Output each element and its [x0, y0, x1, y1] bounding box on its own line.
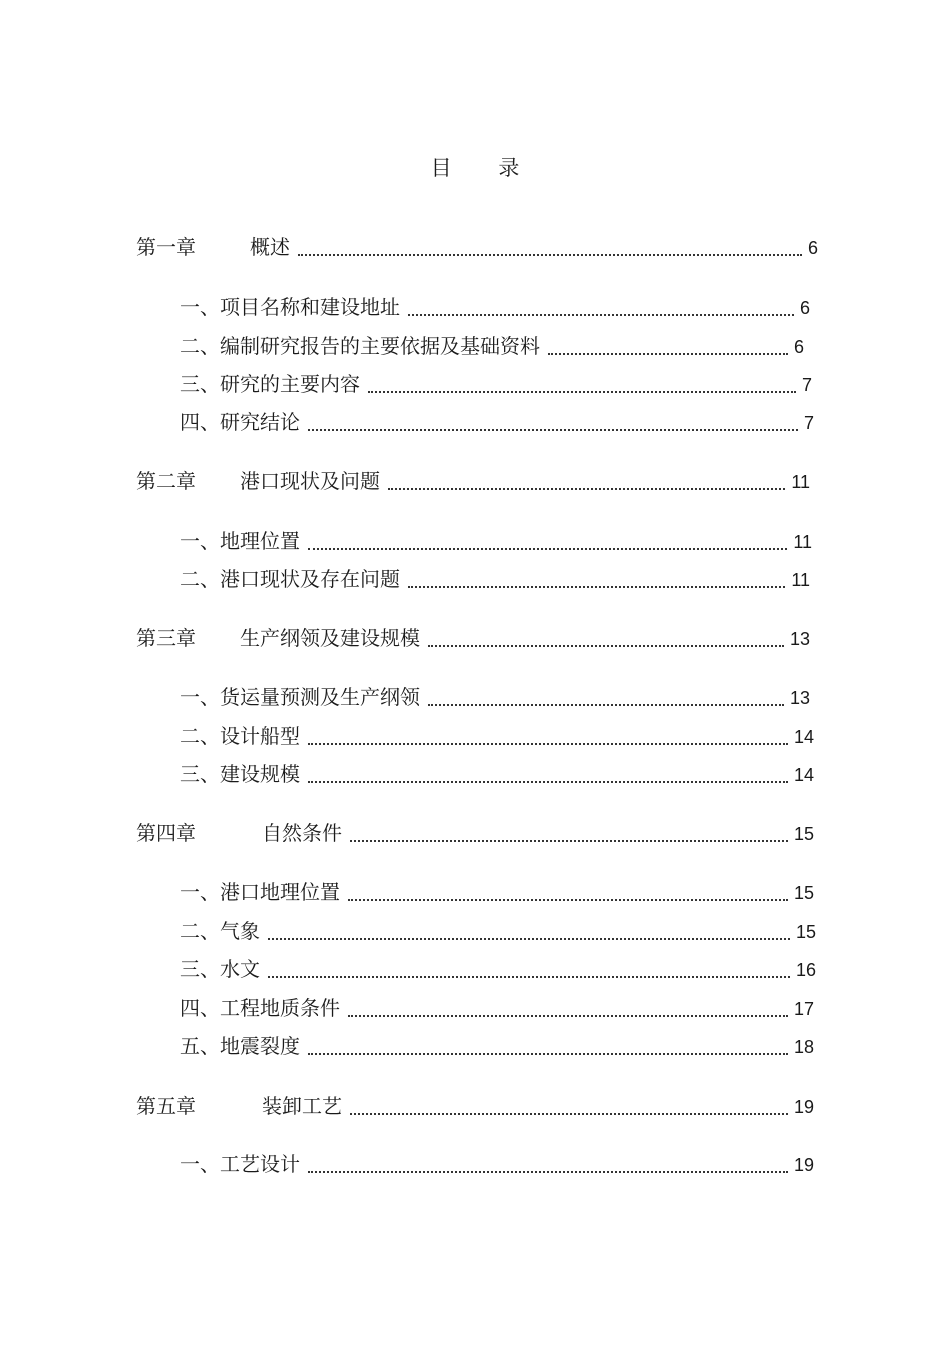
page-number: 6 — [799, 298, 810, 318]
toc-chapter-row[interactable] — [136, 233, 818, 261]
chapter-title: 自然条件 — [262, 821, 342, 845]
toc-chapter-row[interactable] — [136, 819, 814, 847]
toc-chapter-row[interactable] — [136, 1092, 814, 1120]
dot-leader — [350, 840, 788, 842]
toc-section-row[interactable] — [180, 527, 812, 555]
section-title: 地震裂度 — [220, 1034, 300, 1058]
dot-leader — [308, 781, 788, 783]
section-number: 三、 — [180, 372, 220, 396]
page-number: 13 — [789, 688, 810, 708]
dot-leader — [408, 314, 794, 316]
dot-leader — [348, 1015, 788, 1017]
section-number: 二、 — [180, 724, 220, 748]
section-title: 研究结论 — [220, 410, 300, 434]
toc-section-row[interactable] — [180, 994, 814, 1022]
dot-leader — [388, 488, 785, 490]
section-title: 工程地质条件 — [220, 996, 340, 1020]
chapter-title: 装卸工艺 — [262, 1094, 342, 1118]
section-number: 四、 — [180, 410, 220, 434]
section-title: 建设规模 — [220, 762, 300, 786]
page-number: 15 — [793, 824, 814, 844]
dot-leader — [428, 645, 784, 647]
section-title: 港口地理位置 — [220, 880, 340, 904]
section-title: 气象 — [220, 919, 260, 943]
dot-leader — [308, 1171, 788, 1173]
toc-section-row[interactable] — [180, 408, 814, 436]
page-number: 14 — [793, 727, 814, 747]
section-number: 二、 — [180, 334, 220, 358]
dot-leader — [308, 548, 787, 550]
toc-section-row[interactable] — [180, 955, 816, 983]
chapter-number: 第一章 — [136, 235, 196, 259]
chapter-title: 生产纲领及建设规模 — [240, 626, 420, 650]
section-number: 一、 — [180, 529, 220, 553]
section-title: 水文 — [220, 957, 260, 981]
section-title: 工艺设计 — [220, 1152, 300, 1176]
section-number: 三、 — [180, 957, 220, 981]
section-number: 二、 — [180, 567, 220, 591]
toc-section-row[interactable] — [180, 370, 812, 398]
dot-leader — [408, 586, 785, 588]
section-title: 研究的主要内容 — [220, 372, 360, 396]
page-number: 11 — [791, 570, 810, 590]
dot-leader — [350, 1113, 788, 1115]
dot-leader — [268, 976, 790, 978]
page-number: 15 — [795, 922, 816, 942]
section-number: 五、 — [180, 1034, 220, 1058]
dot-leader — [368, 391, 796, 393]
section-number: 三、 — [180, 762, 220, 786]
section-number: 一、 — [180, 1152, 220, 1176]
page-number: 7 — [803, 413, 814, 433]
section-number: 四、 — [180, 996, 220, 1020]
page-number: 19 — [793, 1097, 814, 1117]
toc-section-row[interactable] — [180, 760, 814, 788]
page-number: 17 — [793, 999, 814, 1019]
section-number: 一、 — [180, 880, 220, 904]
dot-leader — [268, 938, 790, 940]
chapter-number: 第五章 — [136, 1094, 196, 1118]
toc-section-row[interactable] — [180, 565, 810, 593]
chapter-title: 概述 — [250, 235, 290, 259]
toc-section-row[interactable] — [180, 293, 810, 321]
page-number: 15 — [793, 883, 814, 903]
section-number: 二、 — [180, 919, 220, 943]
chapter-number: 第四章 — [136, 821, 196, 845]
page-number: 11 — [791, 472, 810, 492]
section-title: 设计船型 — [220, 724, 300, 748]
toc-section-row[interactable] — [180, 332, 804, 360]
dot-leader — [308, 1053, 788, 1055]
toc-section-row[interactable] — [180, 878, 814, 906]
section-title: 项目名称和建设地址 — [220, 295, 400, 319]
toc-title: 目 录 — [430, 156, 540, 180]
page-number: 7 — [801, 375, 812, 395]
toc-section-row[interactable] — [180, 1032, 814, 1060]
page-number: 16 — [795, 960, 816, 980]
chapter-number: 第三章 — [136, 626, 196, 650]
section-title: 货运量预测及生产纲领 — [220, 685, 420, 709]
chapter-title: 港口现状及问题 — [240, 469, 380, 493]
dot-leader — [298, 254, 802, 256]
toc-chapter-row[interactable] — [136, 624, 810, 652]
page-number: 11 — [793, 532, 812, 552]
section-title: 编制研究报告的主要依据及基础资料 — [220, 334, 540, 358]
page-number: 18 — [793, 1037, 814, 1057]
section-title: 地理位置 — [220, 529, 300, 553]
toc-section-row[interactable] — [180, 1150, 814, 1178]
toc-section-row[interactable] — [180, 722, 814, 750]
page-number: 6 — [793, 337, 804, 357]
dot-leader — [428, 704, 784, 706]
page-number: 19 — [793, 1155, 814, 1175]
chapter-number: 第二章 — [136, 469, 196, 493]
page-number: 13 — [789, 629, 810, 649]
section-title: 港口现状及存在问题 — [220, 567, 400, 591]
section-number: 一、 — [180, 295, 220, 319]
toc-section-row[interactable] — [180, 917, 816, 945]
dot-leader — [308, 429, 798, 431]
page-number: 14 — [793, 765, 814, 785]
toc-chapter-row[interactable] — [136, 467, 810, 495]
dot-leader — [348, 899, 788, 901]
dot-leader — [308, 743, 788, 745]
toc-section-row[interactable] — [180, 683, 810, 711]
dot-leader — [548, 353, 788, 355]
section-number: 一、 — [180, 685, 220, 709]
page-number: 6 — [807, 238, 818, 258]
